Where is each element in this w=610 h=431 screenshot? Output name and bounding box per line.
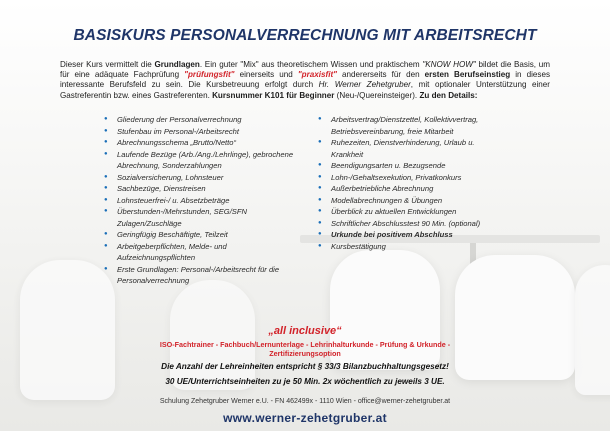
list-item: ● Beendigungsarten u. Bezugsende bbox=[318, 160, 508, 172]
all-inclusive-heading: „all inclusive“ bbox=[268, 325, 342, 337]
list-item: ● Überstunden-/Mehrstunden, SEG/SFN Zulagen/Zuschläge bbox=[104, 206, 294, 229]
topics-list-left bbox=[104, 114, 294, 287]
topics-list-right bbox=[318, 114, 508, 252]
list-item: ● Lohnsteuerfrei-/ u. Absetzbeträge bbox=[104, 195, 294, 207]
list-item: ● Gliederung der Personalverrechnung bbox=[104, 114, 294, 126]
list-item: ● Sozialversicherung, Lohnsteuer bbox=[104, 172, 294, 184]
schedule-note: 30 UE/Unterrichtseinheiten zu je 50 Min. 2x wöchentlich zu jeweils 3 UE. bbox=[165, 377, 445, 386]
list-item: ● Stufenbau im Personal-/Arbeitsrecht bbox=[104, 126, 294, 138]
lesson-units-note: Die Anzahl der Lehreinheiten entspricht § 33/3 Bilanzbuchhaltungsgesetz! bbox=[161, 362, 449, 371]
list-item: ● Sachbezüge, Dienstreisen bbox=[104, 183, 294, 195]
list-item: ● Lohn-/Gehaltsexekution, Privatkonkurs bbox=[318, 172, 508, 184]
list-item: ● Arbeitgeberpflichten, Melde- und Aufzeichnungspflichten bbox=[104, 241, 294, 264]
intro-paragraph: Dieser Kurs vermittelt die Grundlagen. Ein guter "Mix" aus theoretischem Wissen und praktischem "KNOW HOW" bildet die Basis, um für eine adäquate Fachprüfung "prüfungsfit" einerseits und "praxisfit" andererseits für den ersten Berufseinstieg in dieses interessante Berufsfeld zu sein. Die Kursbetreuung erfolgt durch Hr. Werner Zehetgruber, mit optionaler Unterstützung einer Gastreferentin bzw. eines Gastreferenten. Kursnummer K101 für Beginner (Neu-/Quereinsteiger). Zu den Details: bbox=[60, 60, 551, 100]
list-item: ● Außerbetriebliche Abrechnung bbox=[318, 183, 508, 195]
list-item: ● Kursbestätigung bbox=[318, 241, 508, 253]
list-item: ● Arbeitsvertrag/Dienstzettel, Kollektivvertrag, Betriebsvereinbarung, freie Mitarbeit bbox=[318, 114, 508, 137]
website-link[interactable]: www.werner-zehetgruber.at bbox=[223, 411, 387, 425]
list-item: ● Schriftlicher Abschlusstest 90 Min. (optional) bbox=[318, 218, 508, 230]
page-title: BASISKURS PERSONALVERRECHNUNG MIT ARBEITSRECHT bbox=[73, 27, 537, 44]
list-item: ● Laufende Bezüge (Arb./Ang./Lehrlinge), gebrochene Abrechnung, Sonderzahlungen bbox=[104, 149, 294, 172]
list-item: ● Urkunde bei positivem Abschluss bbox=[318, 229, 508, 241]
list-item: ● Modellabrechnungen & Übungen bbox=[318, 195, 508, 207]
list-item: ● Ruhezeiten, Dienstverhinderung, Urlaub u. Krankheit bbox=[318, 137, 508, 160]
list-item: ● Überblick zu aktuellen Entwicklungen bbox=[318, 206, 508, 218]
list-item: ● Erste Grundlagen: Personal-/Arbeitsrecht für die Personalverrechnung bbox=[104, 264, 294, 287]
footer-contact: Schulung Zehetgruber Werner e.U. - FN 462499x - 1110 Wien - office@werner-zehetgruber.at bbox=[159, 398, 451, 405]
list-item: ● Abrechnungsschema „Brutto/Netto“ bbox=[104, 137, 294, 149]
iso-features-line: ISO-Fachtrainer - Fachbuch/Lernunterlage - Lehrinhalturkunde - Prüfung & Urkunde - Zertifizierungsoption bbox=[159, 340, 451, 358]
list-item: ● Geringfügig Beschäftigte, Teilzeit bbox=[104, 229, 294, 241]
